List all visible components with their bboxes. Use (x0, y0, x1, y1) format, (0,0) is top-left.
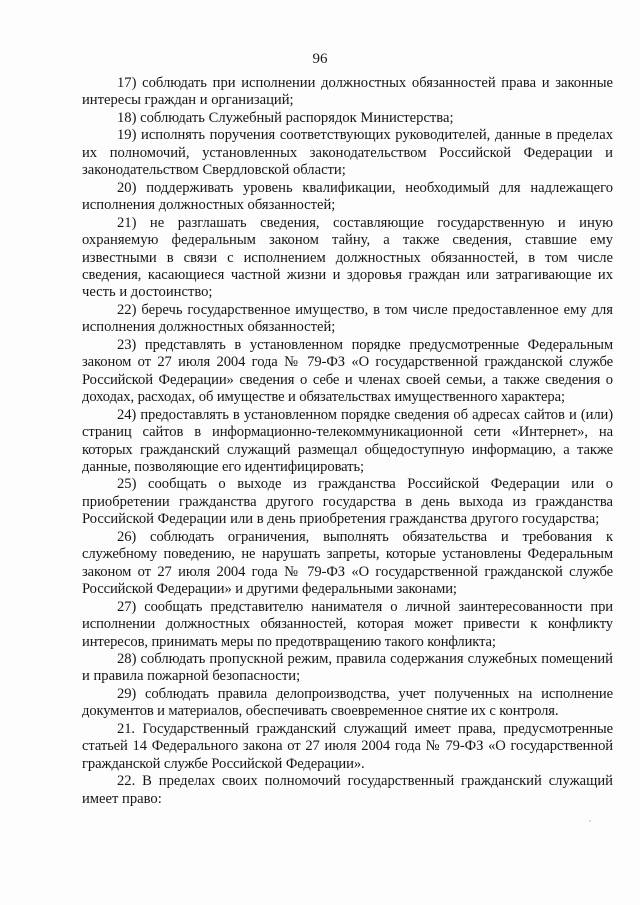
paragraph-item-24: 24) предоставлять в установленном порядке сведения об адресах сайтов и (или) страниц сайтов в информационно-телекоммуникационной сети «Интернет», на которых гражданский служащий размещал общедоступную информацию, а также данные, позволяющие его идентифицировать; (82, 406, 613, 475)
paragraph-item-21: 21) не разглашать сведения, составляющие государственную и иную охраняемую федеральным законом тайну, а также сведения, ставшие ему известными в связи с исполнением должностных обязанностей, в том числе сведения, касающиеся частной жизни и здоровья граждан или затрагивающие их честь и достоинство; (82, 214, 613, 301)
paragraph-item-17: 17) соблюдать при исполнении должностных обязанностей права и законные интересы граждан и организаций; (82, 75, 613, 109)
paragraph-item-19: 19) исполнять поручения соответствующих руководителей, данные в пределах их полномочий, установленных законодательством Российской Федерации и законодательством Свердловской области; (82, 127, 613, 179)
paragraph-item-18: 18) соблюдать Служебный распорядок Министерства; (117, 109, 454, 126)
paragraph-item-23: 23) представлять в установленном порядке предусмотренные Федеральным законом от 27 июля 2004 года № 79-ФЗ «О государственной гражданской службе Российской Федерации» сведения о себе и членах своей семьи, а также сведения о доходах, расходах, об имуществе и обязательствах имущественного характера; (82, 336, 613, 406)
section-paragraph-21: 21. Государственный гражданский служащий имеет права, предусмотренные статьей 14 Федерального закона от 27 июля 2004 года № 79-ФЗ «О государственной гражданской службе Российской Федерации». (82, 720, 613, 772)
paragraph-item-22: 22) беречь государственное имущество, в том числе предоставленное ему для исполнения должностных обязанностей; (82, 301, 613, 336)
page-number: 96 (312, 51, 328, 67)
scan-speck (589, 820, 591, 822)
paragraph-item-26: 26) соблюдать ограничения, выполнять обязательства и требования к служебному поведению, не нарушать запреты, которые установлены Федеральным законом от 27 июля 2004 года № 79-ФЗ «О государственной гражданской службе Российской Федерации» и другими федеральными законами; (82, 528, 613, 598)
paragraph-item-28: 28) соблюдать пропускной режим, правила содержания служебных помещений и правила пожарной безопасности; (82, 650, 613, 685)
section-paragraph-22: 22. В пределах своих полномочий государственный гражданский служащий имеет право: (82, 773, 613, 807)
paragraph-item-27: 27) сообщать представителю нанимателя о личной заинтересованности при исполнении должностных обязанностей, которая может привести к конфликту интересов, принимать меры по предотвращению такого конфликта; (82, 598, 613, 650)
paragraph-item-29: 29) соблюдать правила делопроизводства, учет полученных на исполнение документов и материалов, обеспечивать своевременное снятие их с контроля. (82, 685, 613, 720)
document-body (82, 75, 613, 808)
paragraph-item-20: 20) поддерживать уровень квалификации, необходимый для надлежащего исполнения должностных обязанностей; (82, 179, 613, 214)
paragraph-item-25: 25) сообщать о выходе из гражданства Российской Федерации или о приобретении гражданства другого государства в день выхода из гражданства Российской Федерации или в день приобретения гражданства другого государства; (82, 476, 613, 528)
